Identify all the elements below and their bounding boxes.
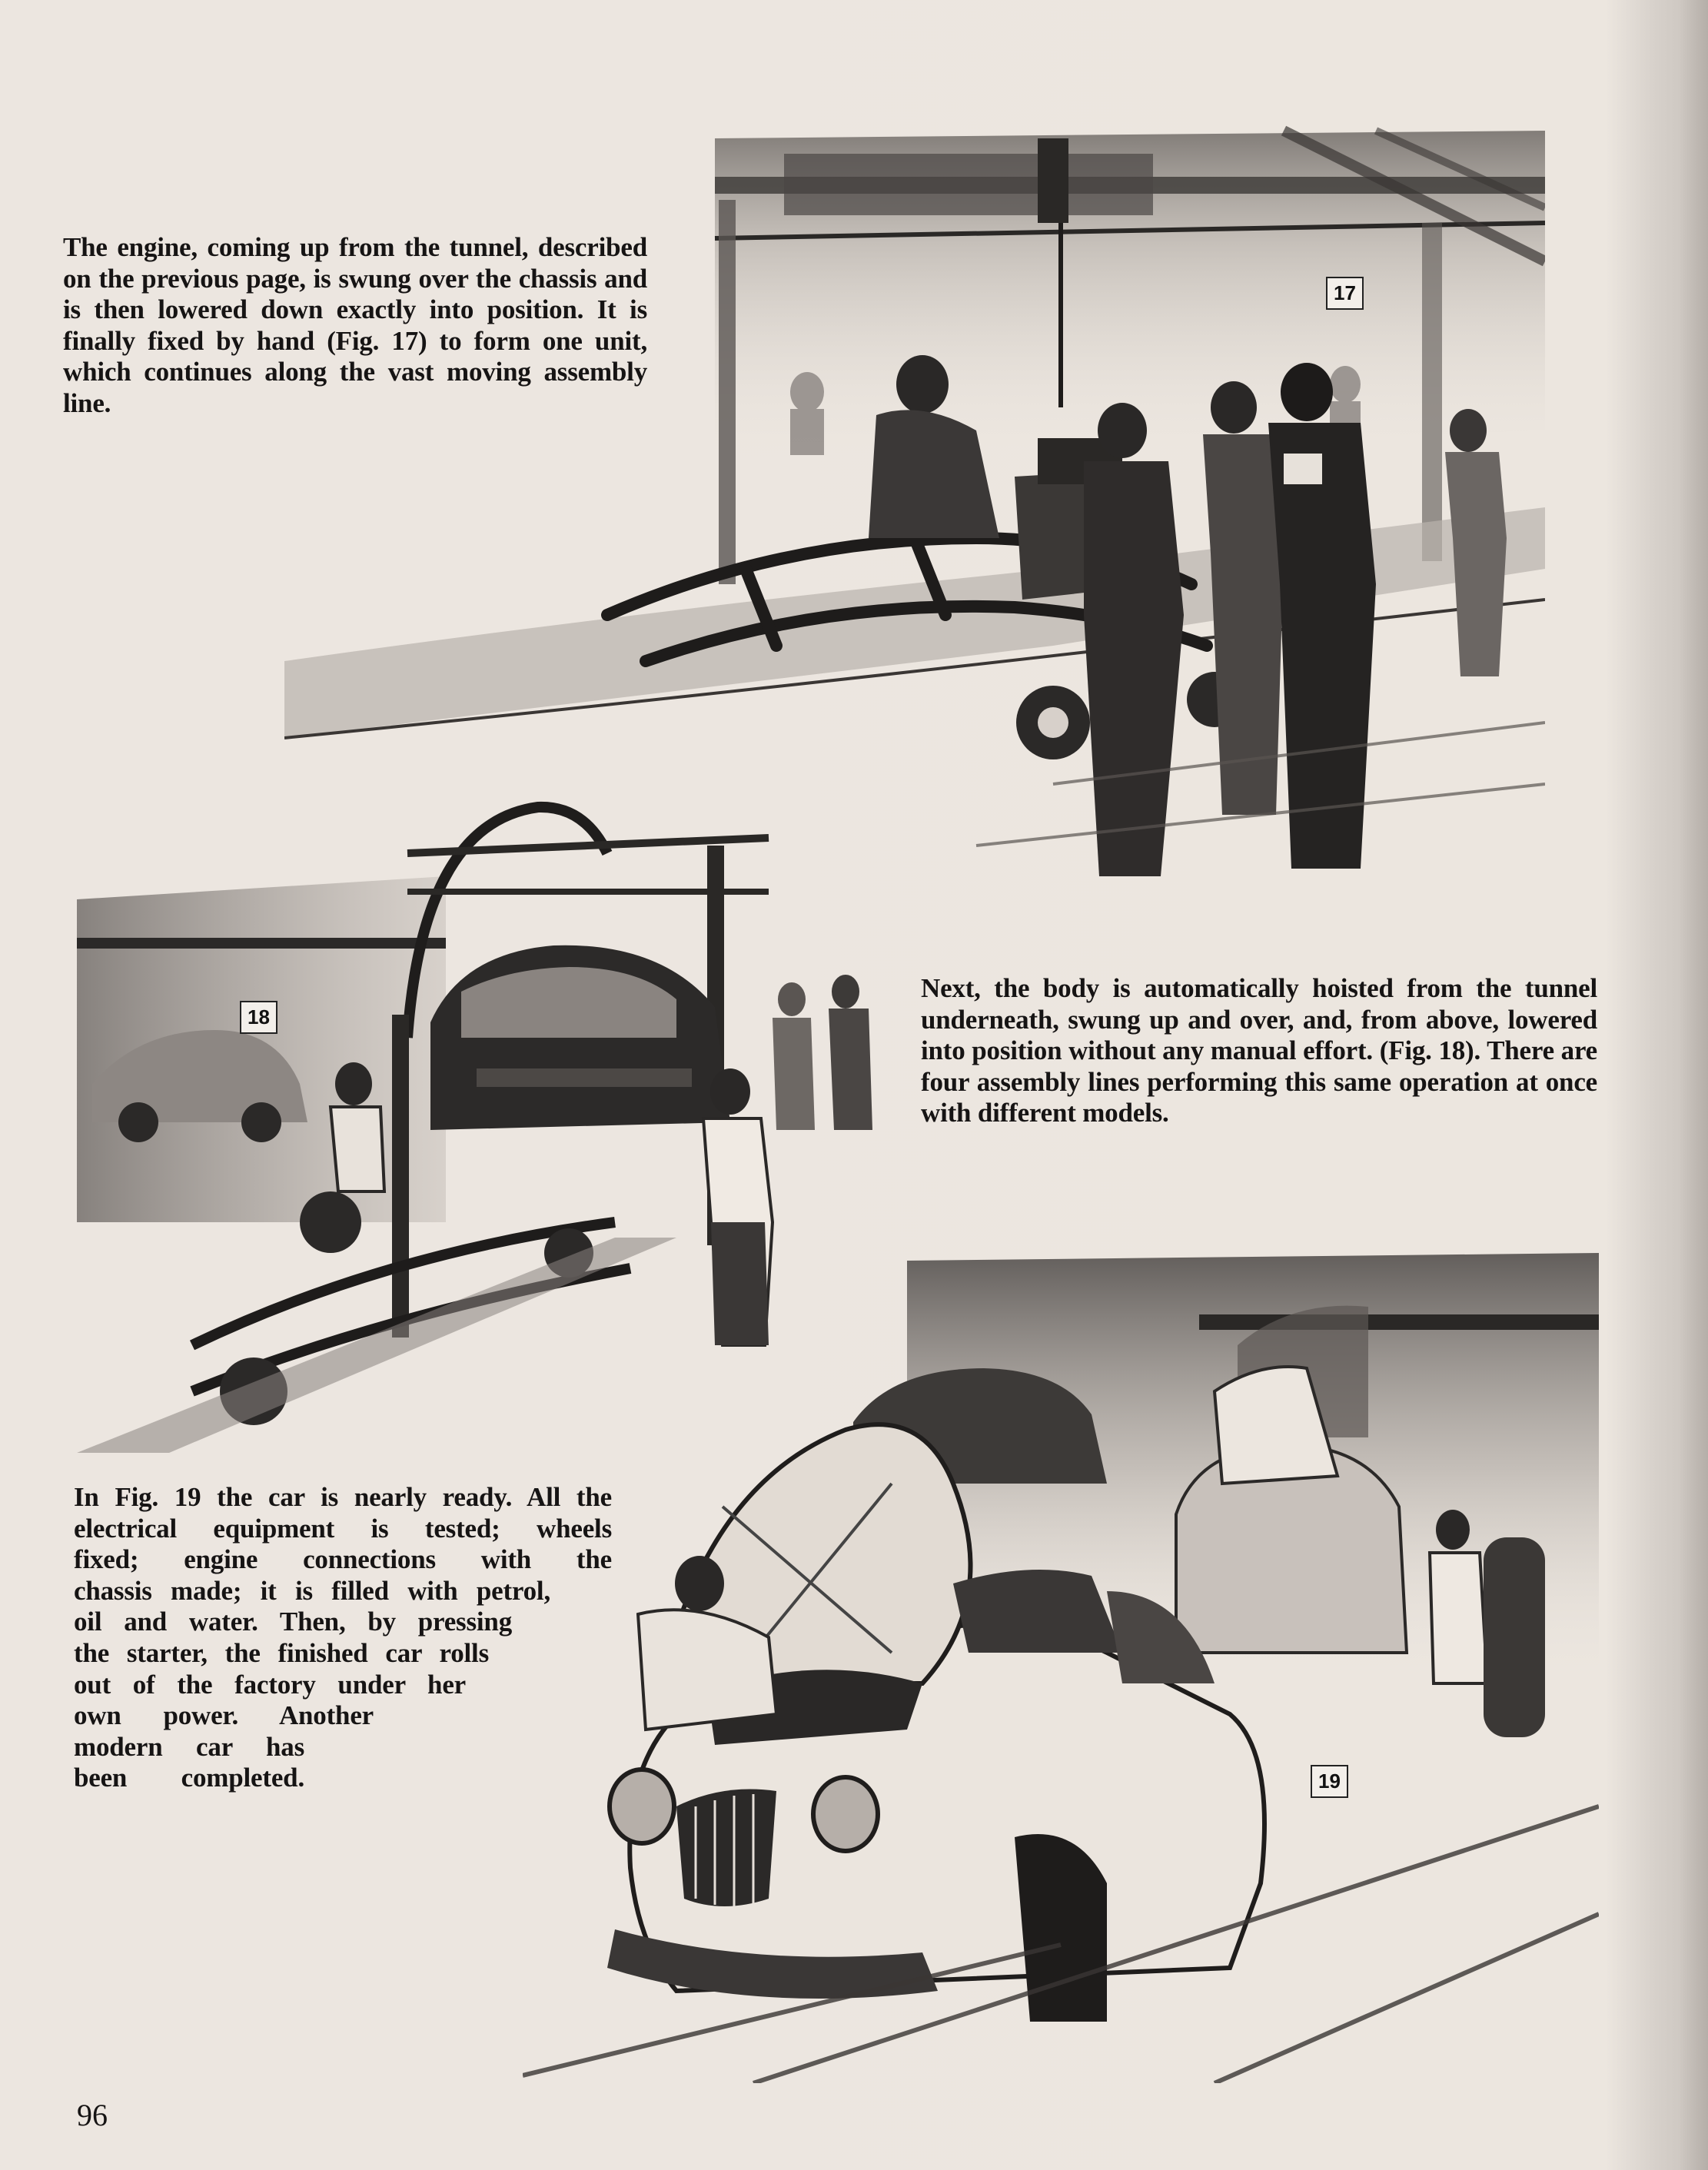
paragraph-line: the starter, the finished car rolls [74, 1637, 489, 1668]
paragraph-line: modern car has [74, 1731, 304, 1762]
paragraph-line: In Fig. 19 the car is nearly ready. All the [74, 1482, 612, 1512]
figure-17-label: 17 [1326, 277, 1364, 310]
paragraph-line: fixed; engine connections with the [74, 1544, 612, 1575]
finished-car-icon [523, 1253, 1599, 2083]
paragraph-line: chassis made; it is filled with petrol, [74, 1575, 550, 1606]
paragraph-engine-fig17: The engine, coming up from the tunnel, described on the previous page, is swung over the chassis and is then lowered down exactly into position. It is finally fixed by hand (Fig. 17) to form one unit, which continues along the vast moving assembly line. [63, 232, 647, 418]
figure-18-label: 18 [240, 1001, 277, 1034]
page-gutter-shadow [1679, 0, 1708, 2170]
paragraph-line: out of the factory under her [74, 1669, 466, 1700]
paragraph-line: electrical equipment is tested; wheels [74, 1513, 612, 1544]
figure-19-illustration [523, 1253, 1599, 2083]
paragraph-line: oil and water. Then, by pressing [74, 1607, 512, 1637]
paragraph-line: own power. Another [74, 1700, 374, 1731]
figure-19-label: 19 [1311, 1765, 1348, 1798]
paragraph-finished-car-fig19 [74, 1482, 612, 1794]
paragraph-body-fig18: Next, the body is automatically hoisted from the tunnel underneath, swung up and over, and, from above, lowered into position without any manual effort. (Fig. 18). There are four assembly lines performing this same operation at once with different models. [921, 973, 1597, 1128]
page-number: 96 [77, 2098, 108, 2132]
paragraph-line: been completed. [74, 1763, 304, 1793]
